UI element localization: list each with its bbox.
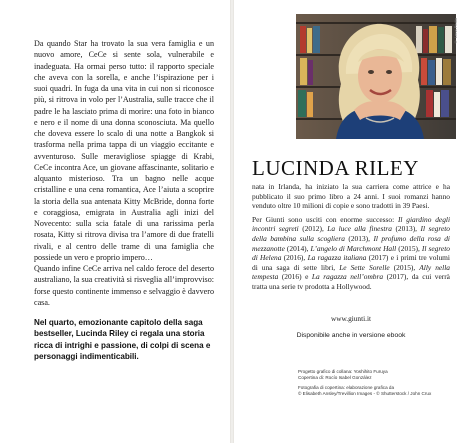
series-book-title: Ally nella tempesta	[252, 262, 450, 282]
publisher-website: www.giunti.it	[330, 313, 372, 323]
closing-statement: Nel quarto, emozionante capitolo della saga bestseller, Lucinda Riley ci regala una storia ricca di intrighi e passione, di colpi di scena e personaggi indimenticabili.	[34, 318, 211, 361]
series-intro: e i primi tre volumi di una saga di sette libri,	[252, 253, 450, 272]
credit-line: © Elisabeth Ansley/Trevillion Images - © Shutterstock / John Crux	[298, 391, 432, 397]
left-flap	[0, 0, 230, 443]
book-year: (2014)	[286, 243, 307, 253]
right-flap	[234, 0, 464, 443]
photo-credit: © Lena Pettia	[453, 18, 458, 45]
book-year: (2017)	[368, 253, 389, 263]
book-year: (2012)	[302, 224, 322, 234]
bibliography: Per Giunti sono usciti con enorme successo: Il giardino degli incontri segreti (2012), La luce alla finestra (2013), Il segreto della bambina sulla scogliera (2013), Il profumo della rosa di mezzanotte (2014), L’angelo di Marchmont Hall (2015), Il segreto di Helena (2016), La ragazza italiana (2017) e i primi tre volumi di una saga di sette libri, Le Sette Sorelle (2015), Ally nella tempesta (2016) e La ragazza nell’ombra (2017), da cui verrà tratta una serie tv prodotta a Hollywood.	[252, 214, 450, 291]
synopsis-paragraph-1: Da quando Star ha trovato la sua vera famiglia e un nuovo amore, CeCe si sente sola, vulnerabile e inadeguata. Ha ormai perso tutto: il rapporto speciale che aveva con la sorella, e anche l’ispirazione per i suoi quadri. In fuga da una vita in cui non si riconosce più, si ritrova in volo per l’Australia, sulle tracce che il padre le ha lasciato prima di morire: una foto in bianco e nero e il nome di una donna sconosciuta. Ma quello che doveva essere lo scalo di una notte a Bangkok si trasforma nella prima tappa di un viaggio eccitante e avventuroso. Sulle meravigliose spiagge di Krabi, CeCe incontra Ace, un giovane affascinante, solitario e alquanto misterioso. Tra un bagno nelle acque cristalline e una cena romantica, Ace l’aiuta a scoprire la storia della sua antenata Kitty McBride, donna forte e coraggiosa, emigrata in Australia agli inizi del Novecento: sulla scia fatale di una rarissima perla rosata, Kitty si ritrova divisa tra l’amore di due fratelli rivali, e al centro delle trame di una famiglia che possiede un vero e proprio impero…	[34, 39, 214, 262]
book-title: L’angelo di Marchmont Hall	[310, 243, 397, 253]
credit-line: Fotografia di copertina: elaborazione grafica da	[298, 385, 395, 391]
design-credits	[252, 369, 450, 398]
bibliography-intro: Per Giunti sono usciti con enorme successo:	[252, 214, 395, 224]
author-name: LUCINDA RILEY	[252, 156, 419, 180]
bibliography-outro: da cui verrà tratta una serie tv prodotta a Hollywood.	[252, 272, 450, 291]
credit-line: Progetto grafico di collana: Yoshihito Furuya	[298, 368, 388, 374]
series-book-year: (2015)	[393, 262, 414, 272]
book-title: La luce alla finestra	[327, 224, 392, 234]
book-title: Il segreto di Helena	[252, 243, 450, 263]
synopsis	[34, 38, 214, 308]
ebook-note: Disponibile anche in versione ebook	[296, 331, 406, 339]
book-year: (2015)	[398, 243, 418, 253]
credit-line: Copertina di: Rocío Isabel González	[298, 374, 372, 380]
book-title: La ragazza italiana	[307, 253, 367, 263]
book-year: (2013)	[395, 224, 416, 234]
author-bio: nata in Irlanda, ha iniziato la sua carriera come attrice e ha pubblicato il suo primo libro a 24 anni. I suoi romanzi hanno venduto oltre 10 milioni di copie e sono tradotti in 39 Paesi.	[252, 182, 450, 211]
book-year: (2016)	[283, 253, 304, 263]
book-title: Il segreto della bambina sulla scogliera	[252, 224, 450, 243]
series-book-year: (2017)	[386, 272, 407, 282]
author-photo	[296, 14, 456, 139]
series-book-title: Le Sette Sorelle	[339, 262, 390, 272]
book-title: Il giardino degli incontri segreti	[252, 214, 450, 234]
series-book-year: (2016)	[281, 272, 302, 282]
book-year: (2013)	[348, 233, 369, 243]
series-book-title: La ragazza nell’ombra	[311, 272, 384, 282]
synopsis-paragraph-2: Quando infine CeCe arriva nel caldo feroce del deserto australiano, la sua creatività si risveglia all’improvviso: forse questo continente immenso e selvaggio è davvero casa.	[34, 264, 214, 307]
book-title: Il profumo della rosa di mezzanotte	[252, 233, 450, 253]
